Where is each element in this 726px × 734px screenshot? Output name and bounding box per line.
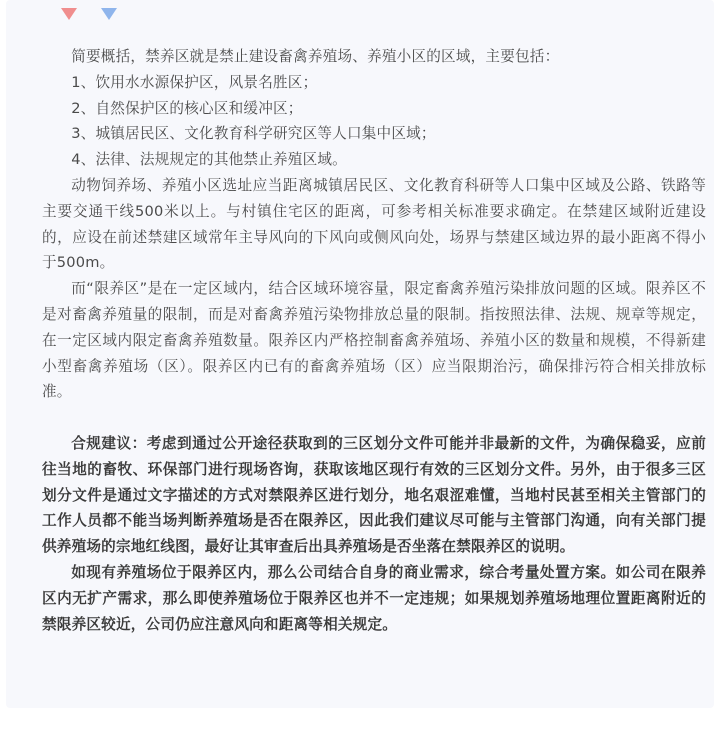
summary-paragraph: 简要概括，禁养区就是禁止建设畜禽养殖场、养殖小区的区域，主要包括： bbox=[71, 48, 560, 65]
triangle-red-icon bbox=[61, 8, 77, 20]
list-item: 4、法律、法规规定的其他禁止养殖区域。 bbox=[71, 151, 347, 169]
article-body bbox=[42, 44, 706, 637]
article-card bbox=[6, 0, 714, 708]
list-item: 2、自然保护区的核心区和缓冲区； bbox=[71, 99, 303, 117]
list-item: 3、城镇居民区、文化教育科学研究区等人口集中区域； bbox=[71, 125, 436, 143]
restricted-zone-paragraph: 而“限养区”是在一定区域内，结合区域环境容量，限定畜禽养殖污染排放问题的区域。限养区不是对畜禽养殖量的限制，而是对畜禽养殖污染物排放总量的限制。指按照法律、法规、规章等规定，在一定区域内限定畜禽养殖数量。限养区内严格控制畜禽养殖场、养殖小区的数量和规模，不得新建小型畜禽养殖场（区）。限养区内已有的畜禽养殖场（区）应当限期治污，确保排污符合相关排放标准。 bbox=[42, 280, 706, 401]
triangle-blue-icon bbox=[101, 8, 117, 20]
distance-paragraph: 动物饲养场、养殖小区选址应当距离城镇居民区、文化教育科研等人口集中区域及公路、铁路等主要交通干线500米以上。与村镇住宅区的距离，可参考相关标准要求确定。在禁建区域附近建设的，应设在前述禁建区域常年主导风向的下风向或侧风向处，场界与禁建区域边界的最小距离不得小于500m。 bbox=[42, 176, 706, 272]
disposal-plan-paragraph: 如现有养殖场位于限养区内，那么公司结合自身的商业需求，综合考量处置方案。如公司在限养区内无扩产需求，那么即使养殖场位于限养区也并不一定违规；如果规划养殖场地理位置距离附近的禁限养区较近，公司仍应注意风向和距离等相关规定。 bbox=[42, 563, 706, 633]
spacer bbox=[42, 405, 706, 431]
compliance-advice-paragraph: 合规建议：考虑到通过公开途径获取到的三区划分文件可能并非最新的文件，为确保稳妥，应前往当地的畜牧、环保部门进行现场咨询，获取该地区现行有效的三区划分文件。另外，由于很多三区划分文件是通过文字描述的方式对禁限养区进行划分，地名艰涩难懂，当地村民甚至相关主管部门的工作人员都不能当场判断养殖场是否在限养区，因此我们建议尽可能与主管部门沟通，向有关部门提供养殖场的宗地红线图，最好让其审查后出具养殖场是否坐落在禁限养区的说明。 bbox=[42, 434, 706, 556]
list-item: 1、饮用水水源保护区，风景名胜区； bbox=[71, 73, 318, 91]
